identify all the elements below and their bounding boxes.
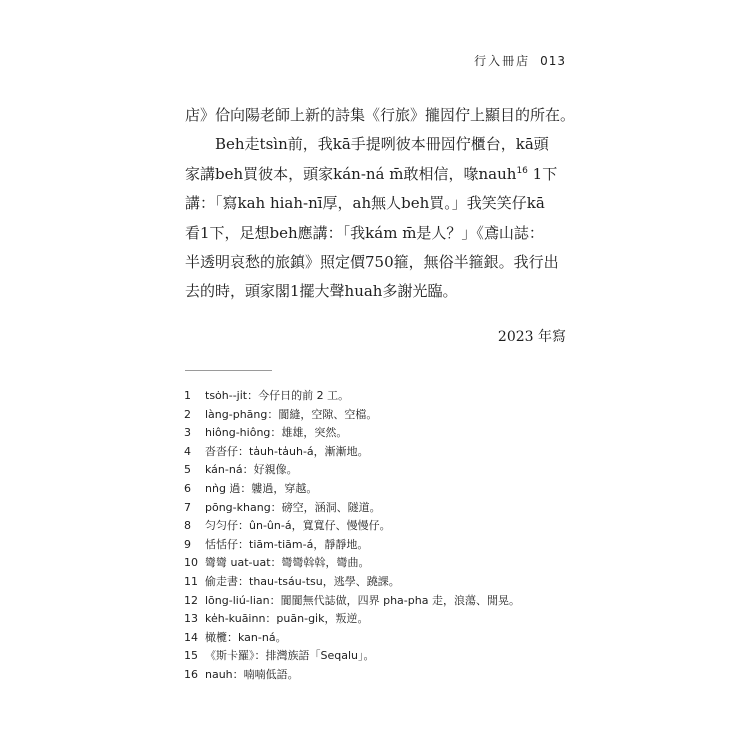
footnote-text: ke̍h-kuāinn：puān-gi̍k，叛逆。	[205, 612, 369, 626]
footnote-item	[184, 629, 584, 648]
footnote-text: kán-ná：好親像。	[205, 463, 298, 477]
date-line: 2023 年寫	[497, 329, 566, 345]
footnote-item	[184, 554, 584, 573]
footnote-number: 13	[184, 612, 198, 626]
page-number: 013	[540, 54, 566, 68]
footnote-text: 《斯卡羅》：排灣族語「Seqalu」。	[205, 649, 375, 663]
footnote-number: 11	[184, 574, 198, 588]
paragraph-line	[185, 160, 570, 189]
footnote-text: nauh：喃喃低語。	[205, 667, 299, 681]
footnote-text: 偷走書：thau-tsáu-tsu，逃學、蹺課。	[205, 574, 400, 588]
footnote-text: nǹg 過：軁過，穿越。	[205, 481, 318, 495]
footnote-item	[184, 387, 584, 406]
footnote-number: 7	[184, 500, 191, 514]
footnote-item	[184, 666, 584, 685]
body-text	[185, 101, 576, 307]
footnote-text: pōng-khang：磅空，涵洞、隧道。	[205, 500, 381, 514]
footnote-item	[184, 443, 584, 462]
footnote-number: 8	[184, 519, 191, 533]
footnote-text: lōng-liú-lian：閬閬無代誌做，四界 pha-pha 走，浪蕩、閒晃。	[205, 593, 520, 607]
footnote-text: hiông-hiông：雄雄，突然。	[205, 426, 348, 440]
footnote-text: 匀匀仔：ûn-ûn-á，寬寬仔、慢慢仔。	[205, 519, 391, 533]
footnote-item	[184, 647, 584, 666]
footnote-number: 14	[184, 630, 198, 644]
footnote-item	[184, 461, 584, 480]
line-text: 1下	[527, 164, 558, 183]
footnote-number: 9	[184, 537, 191, 551]
footnote-marker: 16	[516, 165, 528, 176]
paragraph-line: 講：「寫kah hiah-nī厚，ah無人beh買。」我笑笑仔kā	[185, 194, 545, 213]
footnote-text: làng-phāng：閬縫，空隙、空檔。	[205, 407, 378, 421]
footnote-number: 3	[184, 426, 191, 440]
footnote-number: 15	[184, 649, 198, 663]
paragraph-line: Beh走tsìn前，我kā手提咧彼本冊囥佇櫃台，kā頭	[215, 135, 549, 154]
footnote-number: 2	[184, 407, 191, 421]
footnote-item	[184, 592, 584, 611]
footnote-number: 10	[184, 556, 198, 570]
footnote-item	[184, 517, 584, 536]
footnote-text: 沓沓仔：ta̍uh-ta̍uh-á，漸漸地。	[205, 444, 369, 458]
paragraph-line: 去的時，頭家閣1擺大聲huah多謝光臨。	[185, 282, 458, 301]
line-text: 家講beh買彼本，頭家kán-ná m̄敢相信，喙nauh	[185, 164, 517, 183]
footnote-text: 彎彎 uat-uat：彎彎斡斡，彎曲。	[205, 556, 370, 570]
paragraph-line: 半透明哀愁的旅鎮》照定價750箍，無俗半箍銀。我行出	[185, 253, 559, 272]
running-head	[0, 52, 566, 69]
footnote-item	[184, 406, 584, 425]
footnote-divider	[185, 370, 272, 371]
footnotes-list	[184, 387, 584, 685]
footnote-number: 1	[184, 389, 191, 402]
paragraph-line: 看1下，足想beh應講：「我kám m̄是人？」《鳶山誌：	[185, 223, 544, 242]
paragraph-line: 店》佮向陽老師上新的詩集《行旅》攏囥佇上顯目的所在。	[185, 106, 576, 124]
footnote-number: 6	[184, 481, 191, 495]
footnote-item	[184, 480, 584, 499]
footnote-item	[184, 499, 584, 518]
footnote-number: 16	[184, 667, 198, 681]
footnote-number: 5	[184, 463, 191, 477]
footnote-item	[184, 610, 584, 629]
footnote-text: 恬恬仔：tiām-tiām-á，靜靜地。	[205, 537, 369, 551]
chapter-title: 行入冊店	[474, 54, 531, 68]
footnote-text: 橄欖：kan-ná。	[205, 630, 287, 644]
footnote-item	[184, 536, 584, 555]
footnote-text: tsȯh--ji̍t：今仔日的前 2 工。	[205, 389, 350, 402]
footnote-number: 12	[184, 593, 198, 607]
footnote-item	[184, 424, 584, 443]
footnote-item	[184, 573, 584, 592]
footnote-number: 4	[184, 444, 191, 458]
